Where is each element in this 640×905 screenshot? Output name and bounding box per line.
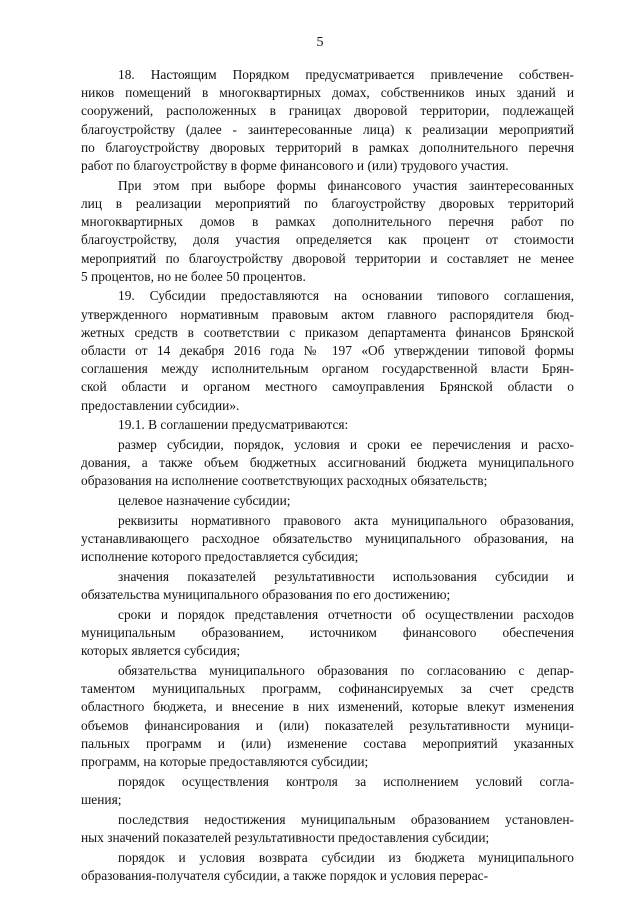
text-line: 19.1. В соглашении предусматриваются: bbox=[118, 417, 349, 433]
paragraph-li4 bbox=[81, 568, 574, 604]
text-line: порядок осуществления контроля за исполнением условий согла- bbox=[118, 773, 574, 789]
text-line: порядок и условия возврата субсидии из бюджета муниципального bbox=[118, 849, 574, 865]
paragraph-li9 bbox=[81, 849, 574, 885]
paragraph-p18 bbox=[81, 66, 574, 175]
page-number: 5 bbox=[316, 35, 324, 50]
text-line: целевое назначение субсидии; bbox=[118, 493, 291, 509]
text-line: благоустройству, доля участия определяется как процент от стоимости bbox=[81, 232, 574, 248]
paragraph-li5 bbox=[81, 606, 574, 661]
paragraph-p19 bbox=[81, 287, 574, 414]
text-line: многоквартирных домов в рамках дополнительного перечня работ по bbox=[81, 214, 574, 230]
text-line: устанавливающего расходное обязательство муниципального образования, на bbox=[81, 531, 574, 547]
text-line: лиц в реализации мероприятий по благоустройству дворовых территорий bbox=[81, 195, 574, 211]
paragraph-li8 bbox=[81, 811, 574, 847]
text-line: программ, на которые предоставляются субсидии; bbox=[81, 754, 369, 770]
text-line: соглашения между исполнительным органом государственной власти Брян- bbox=[81, 361, 574, 377]
text-line: муниципальным образованием, источником финансового обеспечения bbox=[81, 625, 574, 641]
text-line: которых является субсидия; bbox=[81, 643, 241, 659]
text-line: сроки и порядок представления отчетности об осуществлении расходов bbox=[118, 606, 574, 622]
text-line: образования на исполнение соответствующих расходных обязательств; bbox=[81, 473, 488, 489]
text-line: последствия недостижения муниципальным образованием установлен- bbox=[118, 811, 574, 827]
text-line: сооружений, расположенных в границах дворовой территории, подлежащей bbox=[81, 103, 574, 119]
document-body bbox=[81, 66, 574, 886]
text-line: таментом муниципальных программ, софинансируемых за счет средств bbox=[81, 681, 574, 697]
paragraph-li3 bbox=[81, 512, 574, 567]
paragraph-p19_1 bbox=[81, 416, 574, 434]
text-line: 19. Субсидии предоставляются на основании типового соглашения, bbox=[118, 288, 574, 304]
text-line: области от 14 декабря 2016 года № 197 «Об утверждении типовой формы bbox=[81, 343, 574, 359]
text-line: 5 процентов, но не более 50 процентов. bbox=[81, 268, 306, 284]
text-line: ской области и органом местного самоуправления Брянской области о bbox=[81, 379, 574, 395]
paragraph-li6 bbox=[81, 662, 574, 771]
text-line: областного бюджета, и внесение в них изменений, которые влекут изменения bbox=[81, 699, 574, 715]
text-line: обязательства муниципального образования по согласованию с депар- bbox=[118, 663, 574, 678]
text-line: дования, а также объем бюджетных ассигнований бюджета муниципального bbox=[81, 455, 574, 471]
text-line: работ по благоустройству в форме финансового и (или) трудового участия. bbox=[81, 158, 509, 174]
text-line: значения показателей результативности использования субсидии и bbox=[118, 568, 574, 584]
text-line: объемов финансирования и (или) показателей результативности муници- bbox=[81, 717, 574, 733]
text-line: мероприятий по благоустройству дворовой территории и составляет не менее bbox=[81, 250, 574, 266]
text-line: реквизиты нормативного правового акта муниципального образования, bbox=[118, 512, 574, 528]
text-line: образования-получателя субсидии, а также порядок и условия перерас- bbox=[81, 867, 489, 883]
text-line: исполнение которого предоставляется субсидия; bbox=[81, 549, 359, 565]
paragraph-li7 bbox=[81, 773, 574, 809]
text-line: предоставлении субсидии». bbox=[81, 397, 240, 413]
paragraph-li2 bbox=[81, 492, 574, 510]
text-line: При этом при выборе формы финансового участия заинтересованных bbox=[118, 177, 574, 193]
text-line: жетных средств в соответствии с приказом департамента финансов Брянской bbox=[81, 324, 574, 340]
text-line: благоустройству (далее - заинтересованные лица) к реализации мероприятий bbox=[81, 121, 574, 137]
text-line: ников помещений в многоквартирных домах, собственников иных зданий и bbox=[81, 85, 574, 101]
text-line: по благоустройству дворовых территорий в рамках дополнительного перечня bbox=[81, 139, 574, 155]
text-line: размер субсидии, порядок, условия и сроки ее перечисления и расхо- bbox=[118, 437, 574, 453]
text-line: 18. Настоящим Порядком предусматривается привлечение собствен- bbox=[118, 67, 574, 82]
paragraph-li1 bbox=[81, 436, 574, 491]
text-line: обязательства муниципального образования по его достижению; bbox=[81, 587, 451, 603]
text-line: ных значений показателей результативности предоставления субсидии; bbox=[81, 829, 490, 845]
text-line: утвержденного нормативным правовым актом главного распорядителя бюд- bbox=[81, 306, 574, 322]
text-line: шения; bbox=[81, 791, 122, 807]
paragraph-p18b bbox=[81, 177, 574, 286]
text-line: пальных программ и (или) изменение состава мероприятий указанных bbox=[81, 735, 574, 751]
